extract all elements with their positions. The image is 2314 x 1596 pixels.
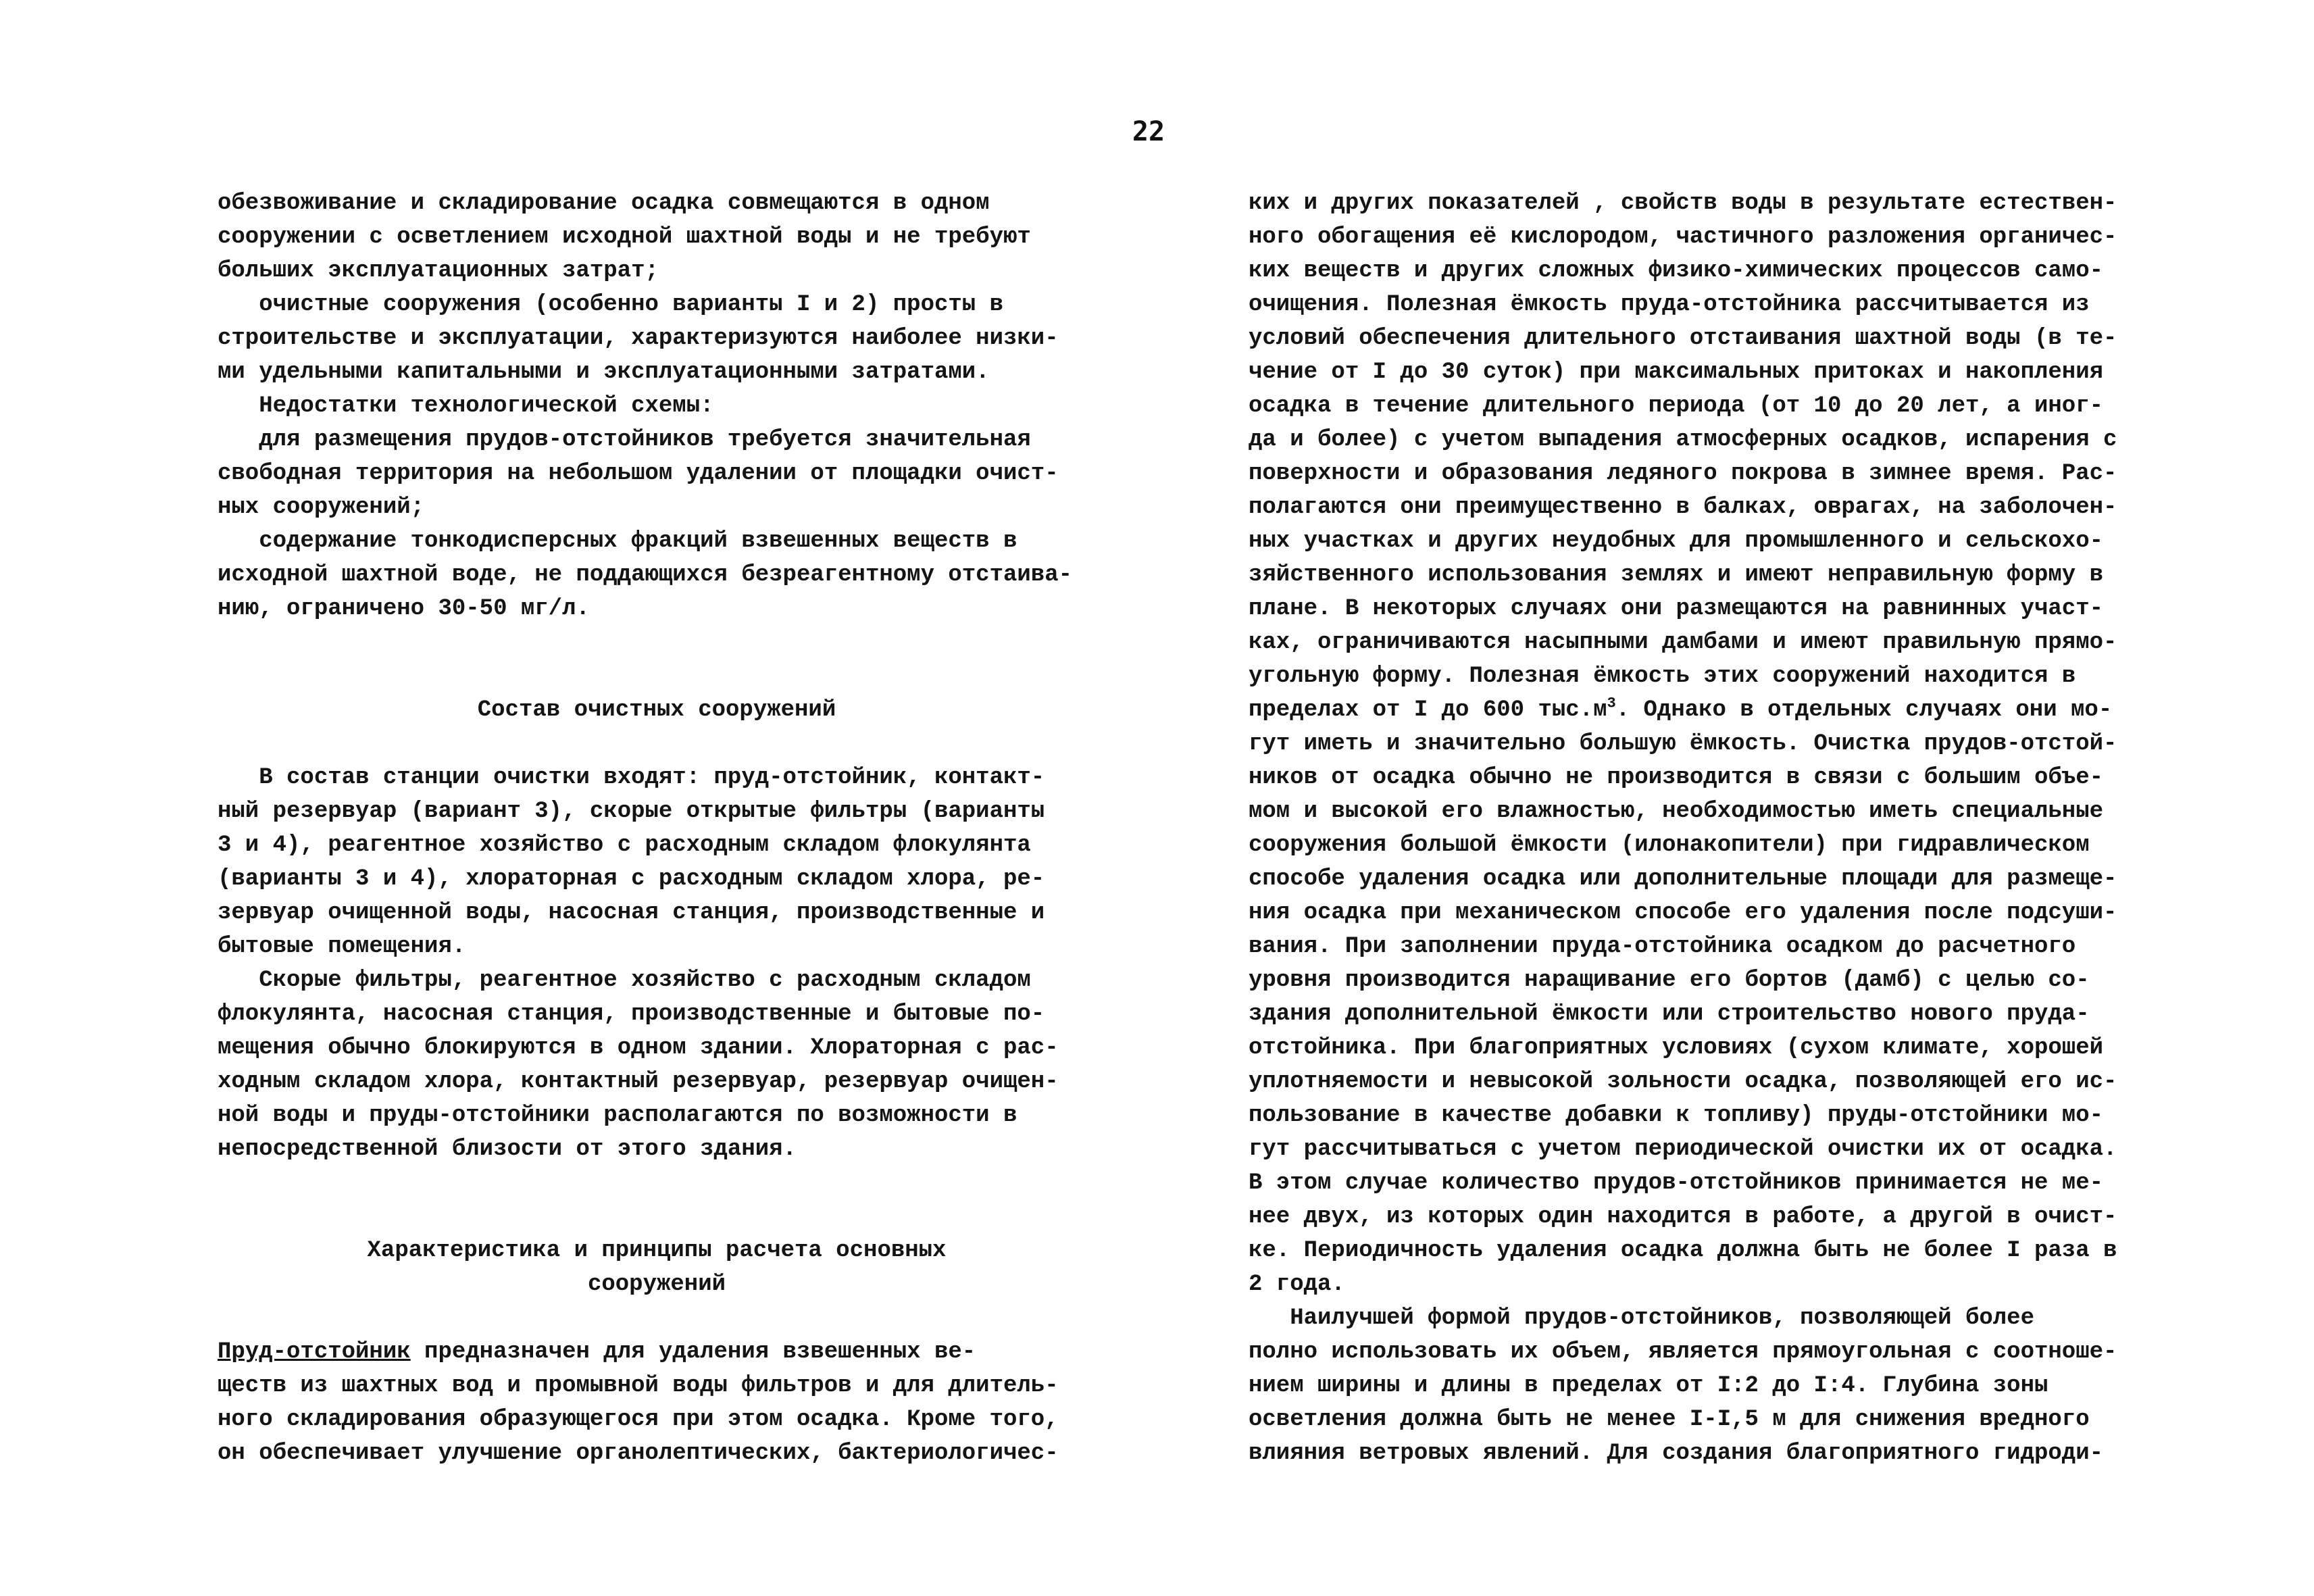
text-line: мом и высокой его влажностью, необходимостью иметь специальные	[1249, 799, 2104, 824]
paragraph	[1249, 1301, 2140, 1470]
paragraph	[218, 1335, 1096, 1470]
text-line: содержание тонкодисперсных фракций взвешенных веществ в	[218, 528, 1017, 554]
section-heading: сооружений	[587, 1272, 726, 1297]
text-line: ке. Периодичность удаления осадка должна быть не более I раза в	[1249, 1238, 2117, 1264]
text-line: ких веществ и других сложных физико-химических процессов само-	[1249, 258, 2104, 284]
text-line: гут рассчитываться с учетом периодической очистки их от осадка.	[1249, 1137, 2117, 1162]
text-line: ходным складом хлора, контактный резервуар, резервуар очищен-	[218, 1069, 1059, 1095]
text-line: мещения обычно блокируются в одном здании. Хлораторная с рас-	[218, 1035, 1059, 1061]
text-line: да и более) с учетом выпадения атмосферных осадков, испарения с	[1249, 427, 2117, 453]
text-line: непосредственной близости от этого здания.	[218, 1137, 797, 1162]
text-line: очищения. Полезная ёмкость пруда-отстойника рассчитывается из	[1249, 292, 2090, 318]
text-line: свободная территория на небольшом удалении от площадки очист-	[218, 461, 1059, 487]
text-line: отстойника. При благоприятных условиях (сухом климате, хорошей	[1249, 1035, 2104, 1061]
superscript: 3	[1607, 695, 1616, 712]
paragraph	[218, 761, 1096, 964]
text-line: очистные сооружения (особенно варианты I и 2) просты в	[218, 292, 1003, 318]
text-fragment: пределах от I до 600 тыс.м	[1249, 697, 1607, 723]
right-column	[1249, 186, 2140, 1470]
text-line: полагаются они преимущественно в балках, оврагах, на заболочен-	[1249, 495, 2117, 520]
text-line: осветления должна быть не менее I-I,5 м для снижения вредного	[1249, 1407, 2090, 1432]
paragraph	[218, 288, 1096, 389]
text-line: Наилучшей формой прудов-отстойников, позволяющей более	[1249, 1305, 2034, 1331]
paragraph	[1249, 186, 2140, 1301]
text-line: нием ширины и длины в пределах от I:2 до I:4. Глубина зоны	[1249, 1373, 2048, 1399]
text-line: полно использовать их объем, является прямоугольная с соотноше-	[1249, 1339, 2117, 1365]
text-line: ного складирования образующегося при этом осадка. Кроме того,	[218, 1407, 1059, 1432]
text-fragment: предназначен для удаления взвешенных ве-	[410, 1339, 976, 1365]
text-line: чение от I до 30 суток) при максимальных притоках и накопления	[1249, 359, 2104, 385]
text-line: ществ из шахтных вод и промывной воды фильтров и для длитель-	[218, 1373, 1059, 1399]
text-line: Недостатки технологической схемы:	[218, 393, 714, 419]
text-line: нее двух, из которых один находится в работе, а другой в очист-	[1249, 1204, 2117, 1230]
text-line: ной воды и пруды-отстойники располагаются по возможности в	[218, 1103, 1017, 1128]
text-line	[1249, 693, 2140, 727]
text-line: способе удаления осадка или дополнительные площади для размеще-	[1249, 866, 2117, 892]
paragraph	[218, 423, 1096, 524]
left-column	[218, 186, 1096, 1470]
paragraph	[218, 964, 1096, 1166]
text-line: плане. В некоторых случаях они размещаются на равнинных участ-	[1249, 596, 2104, 622]
text-line: В этом случае количество прудов-отстойников принимается не ме-	[1249, 1170, 2104, 1196]
text-line: пользование в качестве добавки к топливу) пруды-отстойники мо-	[1249, 1103, 2104, 1128]
text-line: угольную форму. Полезная ёмкость этих сооружений находится в	[1249, 664, 2076, 689]
text-line: больших эксплуатационных затрат;	[218, 258, 659, 284]
text-line: Скорые фильтры, реагентное хозяйство с расходным складом	[218, 968, 1031, 993]
text-line: (варианты 3 и 4), хлораторная с расходным складом хлора, ре-	[218, 866, 1045, 892]
text-line: нию, ограничено 30-50 мг/л.	[218, 596, 590, 622]
text-line: ми удельными капитальными и эксплуатационными затратами.	[218, 359, 990, 385]
text-line: для размещения прудов-отстойников требуется значительная	[218, 427, 1031, 453]
text-line: здания дополнительной ёмкости или строительство нового пруда-	[1249, 1001, 2090, 1027]
page-number: 22	[1132, 116, 1165, 147]
text-line: он обеспечивает улучшение органолептических, бактериологичес-	[218, 1441, 1059, 1466]
text-line: 2 года.	[1249, 1272, 1345, 1297]
paragraph	[218, 524, 1096, 626]
text-line: поверхности и образования ледяного покрова в зимнее время. Рас-	[1249, 461, 2117, 487]
paragraph	[218, 186, 1096, 288]
text-line: ного обогащения её кислородом, частичного разложения органичес-	[1249, 224, 2117, 250]
text-line	[218, 1335, 1096, 1369]
text-line: ния осадка при механическом способе его удаления после подсуши-	[1249, 900, 2117, 926]
text-line: обезвоживание и складирование осадка совмещаются в одном	[218, 191, 990, 216]
text-line: зяйственного использования землях и имеют неправильную форму в	[1249, 562, 2104, 588]
text-line: гут иметь и значительно большую ёмкость. Очистка прудов-отстой-	[1249, 731, 2117, 757]
paragraph	[218, 389, 1096, 423]
section-heading: Состав очистных сооружений	[477, 697, 836, 723]
text-line: условий обеспечения длительного отстаивания шахтной воды (в те-	[1249, 326, 2117, 351]
text-line: флокулянта, насосная станция, производственные и бытовые по-	[218, 1001, 1045, 1027]
text-line: бытовые помещения.	[218, 934, 466, 959]
text-line: влияния ветровых явлений. Для создания благоприятного гидроди-	[1249, 1441, 2104, 1466]
term-underlined: Пруд-отстойник	[218, 1339, 411, 1365]
text-line: осадка в течение длительного периода (от 10 до 20 лет, а иног-	[1249, 393, 2104, 419]
text-line: сооружения большой ёмкости (илонакопители) при гидравлическом	[1249, 832, 2090, 858]
text-line: уплотняемости и невысокой зольности осадка, позволяющей его ис-	[1249, 1069, 2117, 1095]
text-fragment: . Однако в отдельных случаях они мо-	[1615, 697, 2113, 723]
text-line: В состав станции очистки входят: пруд-отстойник, контакт-	[218, 765, 1045, 791]
text-line: ников от осадка обычно не производится в связи с большим объе-	[1249, 765, 2104, 791]
text-line: исходной шахтной воде, не поддающихся безреагентному отстаива-	[218, 562, 1073, 588]
text-line: строительстве и эксплуатации, характеризуются наиболее низки-	[218, 326, 1059, 351]
text-line: ках, ограничиваются насыпными дамбами и имеют правильную прямо-	[1249, 630, 2117, 655]
text-line: ных сооружений;	[218, 495, 425, 520]
text-line: уровня производится наращивание его бортов (дамб) с целью со-	[1249, 968, 2090, 993]
text-line: 3 и 4), реагентное хозяйство с расходным складом флокулянта	[218, 832, 1031, 858]
section-heading: Характеристика и принципы расчета основных	[367, 1238, 947, 1264]
text-line: сооружении с осветлением исходной шахтной воды и не требуют	[218, 224, 1031, 250]
text-line: ких и других показателей , свойств воды в результате естествен-	[1249, 191, 2117, 216]
text-line: вания. При заполнении пруда-отстойника осадком до расчетного	[1249, 934, 2076, 959]
text-line: ных участках и других неудобных для промышленного и сельскохо-	[1249, 528, 2104, 554]
text-line: зервуар очищенной воды, насосная станция, производственные и	[218, 900, 1045, 926]
text-line: ный резервуар (вариант 3), скорые открытые фильтры (варианты	[218, 799, 1045, 824]
